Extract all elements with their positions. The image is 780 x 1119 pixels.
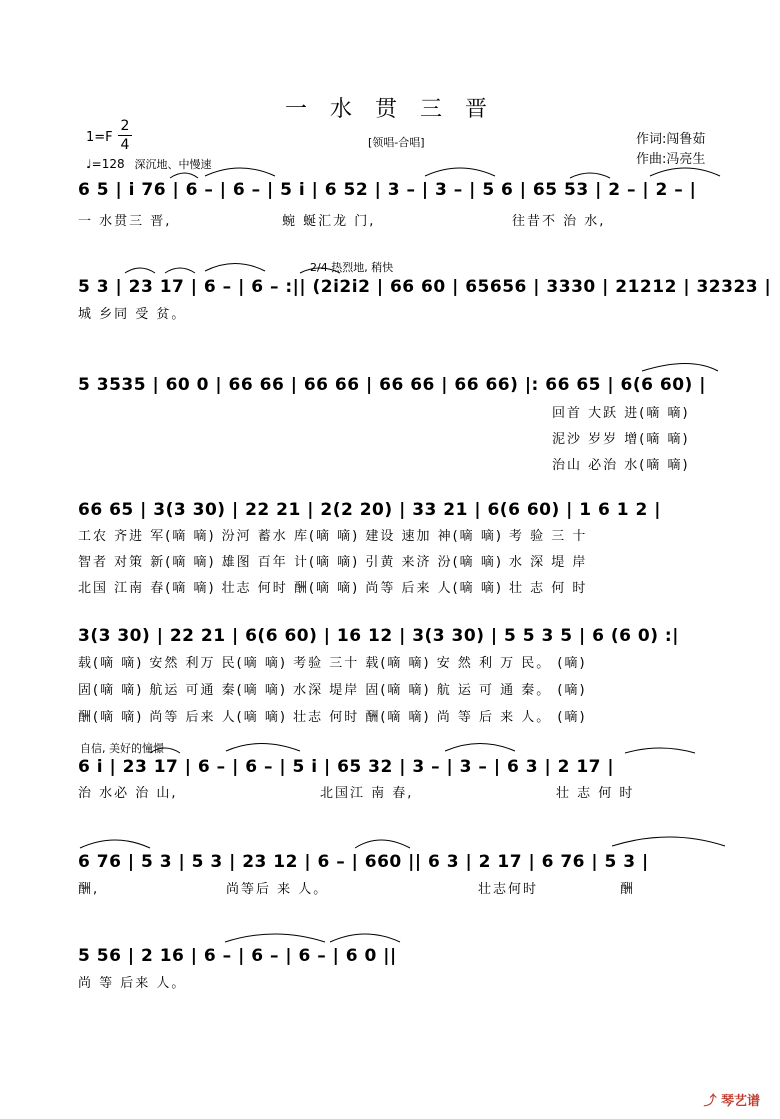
score-row-5-notes: 3(3 30) | 22 21 | 6(6 60) | 16 12 | 3(3 30) | 5 5 3 5 | 6 (6 0) :|	[78, 626, 679, 646]
song-title: 一 水 贯 三 晋	[285, 97, 495, 122]
score-row-1-notes: 6 5 | i 76 | 6 – | 6 – | 5 i | 6 52 | 3 – | 3 – | 5 6 | 65 53 | 2 – | 2 – |	[78, 180, 697, 200]
score-row-6-notes: 6 i | 23 17 | 6 – | 6 – | 5 i | 65 32 | 3 – | 3 – | 6 3 | 2 17 |	[78, 757, 615, 777]
slur-4	[570, 173, 610, 178]
tempo-value: ♩=128	[86, 157, 125, 171]
slur-12	[226, 744, 300, 752]
score-row-6-lyric-a: 治 水必 治 山,	[78, 786, 178, 801]
score-row-2-notes: 5 3 | 23 17 | 6 – | 6 – :|| (2i2i2 | 66 60 | 65656 | 3330 | 21212 | 32323 |	[78, 277, 772, 297]
watermark-text: 琴艺谱	[720, 1094, 760, 1109]
score-row-1-lyric-a: 一 水贯三 晋,	[78, 214, 172, 229]
slur-2	[205, 168, 275, 176]
performance-style: [领唱-合唱]	[368, 136, 425, 149]
slur-15	[80, 840, 150, 848]
slur-9	[300, 268, 340, 273]
score-row-3-lyric-2: 泥沙 岁岁 增(嘀 嘀)	[552, 432, 690, 447]
slur-5	[650, 168, 720, 176]
time-signature-top: 2	[120, 118, 130, 134]
score-row-7-notes: 6 76 | 5 3 | 5 3 | 23 12 | 6 – | 660 || 6 3 | 2 17 | 6 76 | 5 3 |	[78, 852, 649, 872]
slur-10	[642, 364, 718, 372]
slur-7	[165, 268, 195, 273]
slur-8	[205, 264, 265, 272]
slur-1	[170, 173, 198, 178]
score-row-4-lyric-3: 北国 江南 春(嘀 嘀) 壮志 何时 酬(嘀 嘀) 尚等 后来 人(嘀 嘀) 壮 志 何 时	[78, 581, 588, 596]
watermark-logo	[703, 1090, 760, 1109]
score-row-1-lyric-b: 蜿 蜒汇龙 门,	[282, 214, 376, 229]
score-row-7-lyric-d: 酬	[620, 882, 636, 897]
slur-16	[355, 840, 410, 848]
score-row-6-marking: 自信, 美好的憧憬	[80, 742, 164, 755]
slur-11	[150, 748, 180, 753]
score-row-5-lyric-3: 酬(嘀 嘀) 尚等 后来 人(嘀 嘀) 壮志 何时 酬(嘀 嘀) 尚 等 后 来 人。 (嘀)	[78, 710, 587, 725]
watermark-icon: ⤴	[703, 1094, 717, 1109]
slur-19	[330, 934, 400, 942]
score-row-3-lyric-1: 回首 大跃 进(嘀 嘀)	[552, 406, 690, 421]
slur-18	[225, 934, 325, 942]
score-row-3-lyric-3: 治山 必治 水(嘀 嘀)	[552, 458, 690, 473]
lyricist-credit: 作词:闯鲁茹	[636, 132, 706, 147]
score-row-7-lyric-c: 壮志何时	[478, 882, 539, 897]
score-row-5-lyric-1: 载(嘀 嘀) 安然 利万 民(嘀 嘀) 考验 三十 载(嘀 嘀) 安 然 利 万 民。 (嘀)	[78, 656, 587, 671]
key-signature: 1=F	[86, 130, 113, 145]
slur-13	[445, 744, 515, 752]
slur-3	[425, 168, 495, 176]
score-row-3-notes: 5 3535 | 60 0 | 66 66 | 66 66 | 66 66 | 66 66) |: 66 65 | 6(6 60) |	[78, 375, 706, 395]
score-row-7-lyric-b: 尚等后 来 人。	[226, 882, 329, 897]
score-row-8-notes: 5 56 | 2 16 | 6 – | 6 – | 6 – | 6 0 ||	[78, 946, 397, 966]
slur-17	[612, 837, 725, 846]
score-row-6-lyric-c: 壮 志 何 时	[556, 786, 635, 801]
score-row-4-lyric-1: 工农 齐进 军(嘀 嘀) 汾河 蓄水 库(嘀 嘀) 建设 速加 神(嘀 嘀) 考 验 三 十	[78, 529, 588, 544]
time-signature-bottom: 4	[120, 137, 130, 153]
score-row-5-lyric-2: 固(嘀 嘀) 航运 可通 秦(嘀 嘀) 水深 堤岸 固(嘀 嘀) 航 运 可 通 秦。 (嘀)	[78, 683, 587, 698]
slur-14	[625, 748, 695, 753]
composer-credit: 作曲:冯亮生	[636, 152, 706, 167]
tempo-marking: 深沉地、中慢速	[134, 158, 212, 171]
score-row-1-lyric-c: 往昔不 治 水,	[512, 214, 606, 229]
score-row-4-lyric-2: 智者 对策 新(嘀 嘀) 雄图 百年 计(嘀 嘀) 引黄 来济 汾(嘀 嘀) 水 深 堤 岸	[78, 555, 588, 570]
score-row-6-lyric-b: 北国江 南 春,	[320, 786, 414, 801]
slur-6	[125, 268, 155, 273]
score-row-7-lyric-a: 酬,	[78, 882, 100, 897]
score-row-4-notes: 66 65 | 3(3 30) | 22 21 | 2(2 20) | 33 21 | 6(6 60) | 1 6 1 2 |	[78, 500, 661, 520]
score-row-2-lyric: 城 乡同 受 贫。	[78, 307, 187, 322]
score-row-8-lyric: 尚 等 后来 人。	[78, 976, 187, 991]
score-row-2-marking: 2/4 热烈地, 稍快	[310, 261, 394, 274]
